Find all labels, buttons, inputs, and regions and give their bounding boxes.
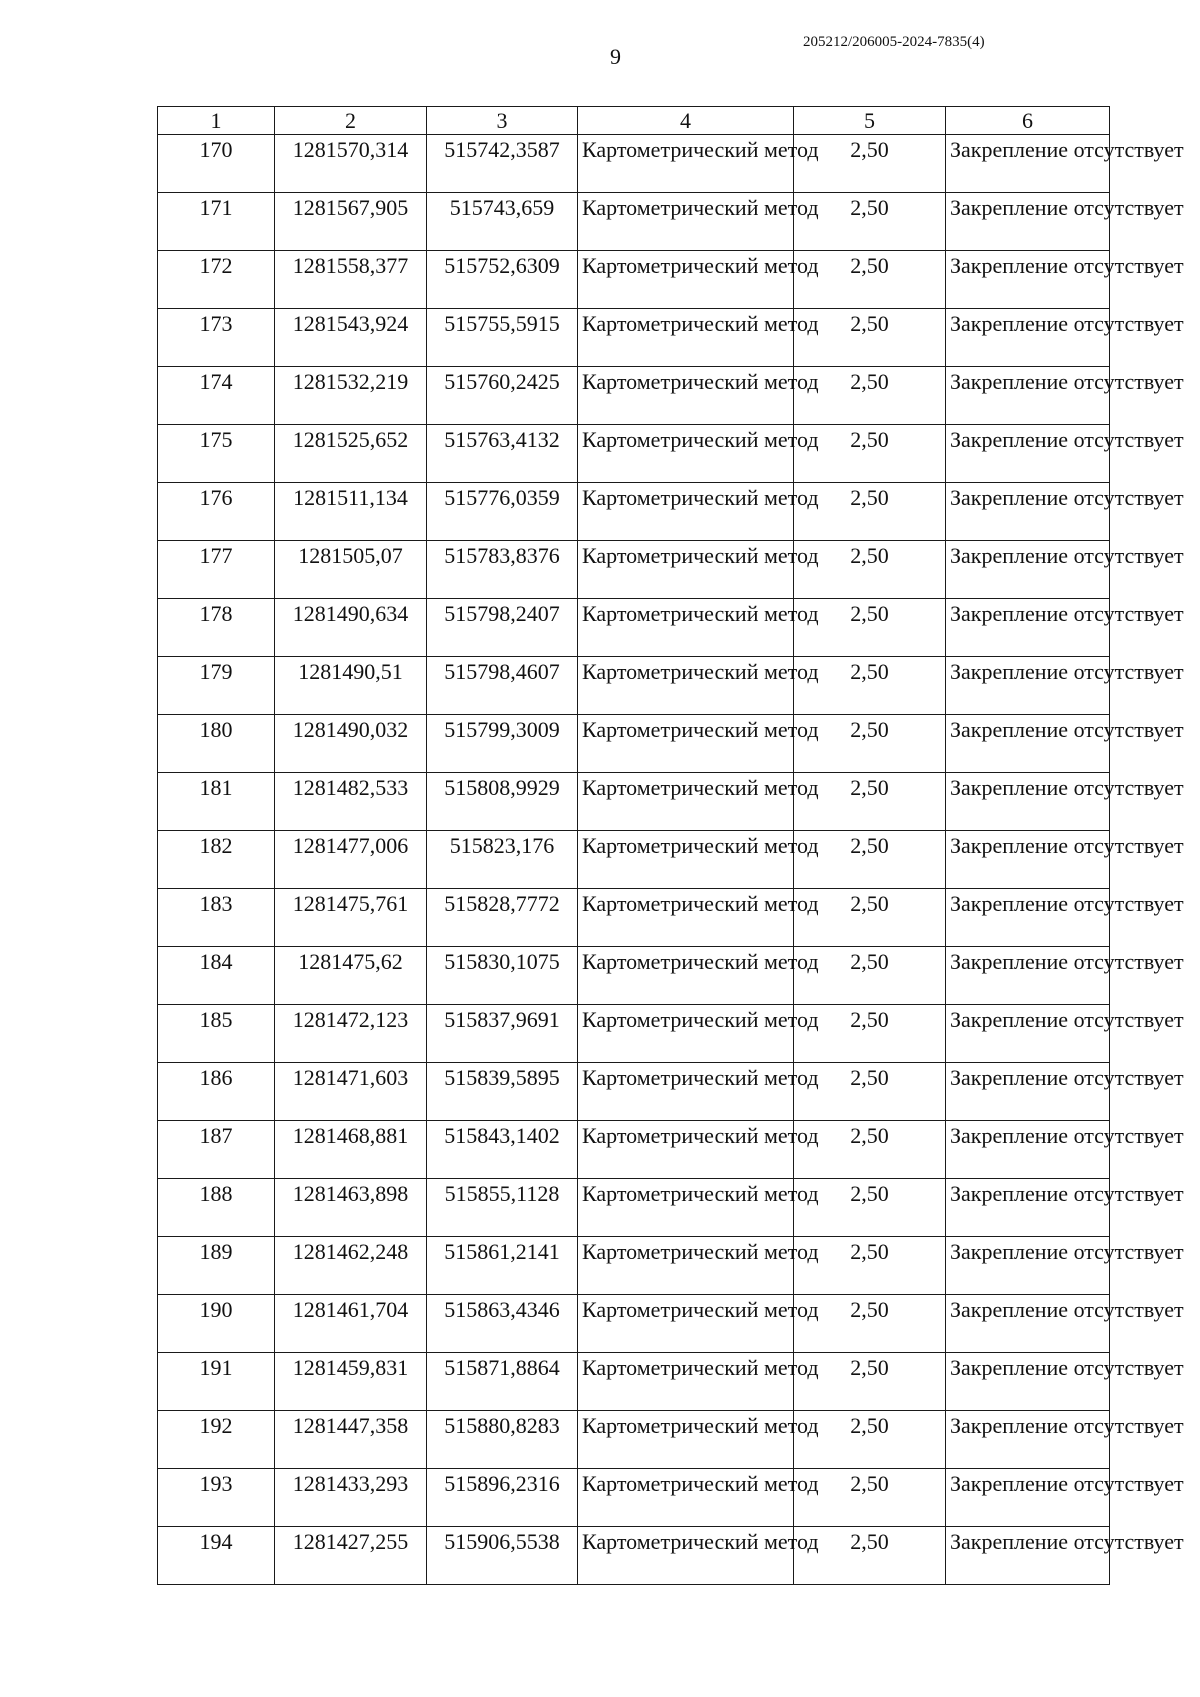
x-coordinate-cell: 1281447,358: [275, 1411, 427, 1469]
method-cell: Картометрический метод: [578, 1121, 794, 1179]
column-header-1: 1: [158, 107, 275, 135]
x-coordinate-cell: 1281505,07: [275, 541, 427, 599]
point-number-cell: 185: [158, 1005, 275, 1063]
table-row: [158, 1005, 1110, 1063]
point-number-cell: 171: [158, 193, 275, 251]
point-number-cell: 192: [158, 1411, 275, 1469]
accuracy-cell: 2,50: [794, 251, 946, 309]
method-cell: Картометрический метод: [578, 135, 794, 193]
y-coordinate-cell: 515763,4132: [427, 425, 578, 483]
column-header-6: 6: [946, 107, 1110, 135]
x-coordinate-cell: 1281525,652: [275, 425, 427, 483]
x-coordinate-cell: 1281490,51: [275, 657, 427, 715]
method-cell: Картометрический метод: [578, 1237, 794, 1295]
fixing-description-cell: Закрепление отсутствует: [946, 1063, 1110, 1121]
table-row: [158, 1295, 1110, 1353]
fixing-description-cell: Закрепление отсутствует: [946, 1469, 1110, 1527]
accuracy-cell: 2,50: [794, 1237, 946, 1295]
method-cell: Картометрический метод: [578, 1295, 794, 1353]
y-coordinate-cell: 515896,2316: [427, 1469, 578, 1527]
accuracy-cell: 2,50: [794, 947, 946, 1005]
y-coordinate-cell: 515855,1128: [427, 1179, 578, 1237]
table-row: [158, 715, 1110, 773]
table-row: [158, 1063, 1110, 1121]
point-number-cell: 186: [158, 1063, 275, 1121]
table-row: [158, 135, 1110, 193]
fixing-description-cell: Закрепление отсутствует: [946, 1411, 1110, 1469]
table-header: [158, 107, 1110, 135]
method-cell: Картометрический метод: [578, 251, 794, 309]
fixing-description-cell: Закрепление отсутствует: [946, 483, 1110, 541]
accuracy-cell: 2,50: [794, 1179, 946, 1237]
x-coordinate-cell: 1281433,293: [275, 1469, 427, 1527]
method-cell: Картометрический метод: [578, 367, 794, 425]
x-coordinate-cell: 1281558,377: [275, 251, 427, 309]
fixing-description-cell: Закрепление отсутствует: [946, 251, 1110, 309]
table-row: [158, 1179, 1110, 1237]
y-coordinate-cell: 515823,176: [427, 831, 578, 889]
y-coordinate-cell: 515798,4607: [427, 657, 578, 715]
page-number: 9: [610, 44, 621, 69]
x-coordinate-cell: 1281427,255: [275, 1527, 427, 1585]
method-cell: Картометрический метод: [578, 1179, 794, 1237]
column-header-5: 5: [794, 107, 946, 135]
point-number-cell: 193: [158, 1469, 275, 1527]
table-row: [158, 425, 1110, 483]
y-coordinate-cell: 515799,3009: [427, 715, 578, 773]
column-header-4: 4: [578, 107, 794, 135]
table-row: [158, 889, 1110, 947]
x-coordinate-cell: 1281490,634: [275, 599, 427, 657]
method-cell: Картометрический метод: [578, 1411, 794, 1469]
x-coordinate-cell: 1281471,603: [275, 1063, 427, 1121]
method-cell: Картометрический метод: [578, 889, 794, 947]
method-cell: Картометрический метод: [578, 425, 794, 483]
accuracy-cell: 2,50: [794, 1469, 946, 1527]
point-number-cell: 190: [158, 1295, 275, 1353]
y-coordinate-cell: 515808,9929: [427, 773, 578, 831]
y-coordinate-cell: 515880,8283: [427, 1411, 578, 1469]
method-cell: Картометрический метод: [578, 657, 794, 715]
fixing-description-cell: Закрепление отсутствует: [946, 193, 1110, 251]
fixing-description-cell: Закрепление отсутствует: [946, 1121, 1110, 1179]
point-number-cell: 191: [158, 1353, 275, 1411]
fixing-description-cell: Закрепление отсутствует: [946, 1237, 1110, 1295]
accuracy-cell: 2,50: [794, 889, 946, 947]
x-coordinate-cell: 1281462,248: [275, 1237, 427, 1295]
x-coordinate-cell: 1281475,62: [275, 947, 427, 1005]
method-cell: Картометрический метод: [578, 599, 794, 657]
fixing-description-cell: Закрепление отсутствует: [946, 599, 1110, 657]
method-cell: Картометрический метод: [578, 831, 794, 889]
table-row: [158, 1237, 1110, 1295]
point-number-cell: 178: [158, 599, 275, 657]
fixing-description-cell: Закрепление отсутствует: [946, 1527, 1110, 1585]
table-row: [158, 251, 1110, 309]
y-coordinate-cell: 515843,1402: [427, 1121, 578, 1179]
x-coordinate-cell: 1281543,924: [275, 309, 427, 367]
table-row: [158, 1121, 1110, 1179]
y-coordinate-cell: 515798,2407: [427, 599, 578, 657]
point-number-cell: 187: [158, 1121, 275, 1179]
point-number-cell: 177: [158, 541, 275, 599]
table-row: [158, 193, 1110, 251]
table-row: [158, 773, 1110, 831]
fixing-description-cell: Закрепление отсутствует: [946, 541, 1110, 599]
point-number-cell: 184: [158, 947, 275, 1005]
point-number-cell: 189: [158, 1237, 275, 1295]
method-cell: Картометрический метод: [578, 715, 794, 773]
accuracy-cell: 2,50: [794, 483, 946, 541]
point-number-cell: 174: [158, 367, 275, 425]
accuracy-cell: 2,50: [794, 1527, 946, 1585]
fixing-description-cell: Закрепление отсутствует: [946, 425, 1110, 483]
accuracy-cell: 2,50: [794, 1353, 946, 1411]
accuracy-cell: 2,50: [794, 193, 946, 251]
method-cell: Картометрический метод: [578, 1353, 794, 1411]
point-number-cell: 180: [158, 715, 275, 773]
x-coordinate-cell: 1281477,006: [275, 831, 427, 889]
fixing-description-cell: Закрепление отсутствует: [946, 1353, 1110, 1411]
y-coordinate-cell: 515755,5915: [427, 309, 578, 367]
table-row: [158, 947, 1110, 1005]
point-number-cell: 183: [158, 889, 275, 947]
point-number-cell: 194: [158, 1527, 275, 1585]
fixing-description-cell: Закрепление отсутствует: [946, 135, 1110, 193]
column-header-3: 3: [427, 107, 578, 135]
coordinates-table: [157, 106, 1184, 1585]
point-number-cell: 182: [158, 831, 275, 889]
accuracy-cell: 2,50: [794, 425, 946, 483]
accuracy-cell: 2,50: [794, 1063, 946, 1121]
fixing-description-cell: Закрепление отсутствует: [946, 715, 1110, 773]
y-coordinate-cell: 515742,3587: [427, 135, 578, 193]
point-number-cell: 188: [158, 1179, 275, 1237]
accuracy-cell: 2,50: [794, 1295, 946, 1353]
table-row: [158, 483, 1110, 541]
x-coordinate-cell: 1281482,533: [275, 773, 427, 831]
table-row: [158, 367, 1110, 425]
method-cell: Картометрический метод: [578, 1469, 794, 1527]
fixing-description-cell: Закрепление отсутствует: [946, 309, 1110, 367]
x-coordinate-cell: 1281567,905: [275, 193, 427, 251]
fixing-description-cell: Закрепление отсутствует: [946, 947, 1110, 1005]
y-coordinate-cell: 515783,8376: [427, 541, 578, 599]
column-header-2: 2: [275, 107, 427, 135]
x-coordinate-cell: 1281461,704: [275, 1295, 427, 1353]
table-row: [158, 1527, 1110, 1585]
fixing-description-cell: Закрепление отсутствует: [946, 1295, 1110, 1353]
accuracy-cell: 2,50: [794, 1005, 946, 1063]
accuracy-cell: 2,50: [794, 773, 946, 831]
accuracy-cell: 2,50: [794, 1121, 946, 1179]
fixing-description-cell: Закрепление отсутствует: [946, 889, 1110, 947]
y-coordinate-cell: 515752,6309: [427, 251, 578, 309]
point-number-cell: 170: [158, 135, 275, 193]
accuracy-cell: 2,50: [794, 599, 946, 657]
x-coordinate-cell: 1281459,831: [275, 1353, 427, 1411]
header-row: [158, 107, 1110, 135]
fixing-description-cell: Закрепление отсутствует: [946, 1005, 1110, 1063]
accuracy-cell: 2,50: [794, 309, 946, 367]
table-row: [158, 599, 1110, 657]
y-coordinate-cell: 515830,1075: [427, 947, 578, 1005]
point-number-cell: 175: [158, 425, 275, 483]
fixing-description-cell: Закрепление отсутствует: [946, 1179, 1110, 1237]
x-coordinate-cell: 1281475,761: [275, 889, 427, 947]
accuracy-cell: 2,50: [794, 1411, 946, 1469]
table-row: [158, 1353, 1110, 1411]
y-coordinate-cell: 515837,9691: [427, 1005, 578, 1063]
document-code: 205212/206005-2024-7835(4): [803, 34, 985, 50]
accuracy-cell: 2,50: [794, 715, 946, 773]
table-row: [158, 309, 1110, 367]
method-cell: Картометрический метод: [578, 1005, 794, 1063]
method-cell: Картометрический метод: [578, 1063, 794, 1121]
accuracy-cell: 2,50: [794, 657, 946, 715]
table-row: [158, 831, 1110, 889]
x-coordinate-cell: 1281490,032: [275, 715, 427, 773]
method-cell: Картометрический метод: [578, 193, 794, 251]
table-body: [158, 135, 1184, 1585]
fixing-description-cell: Закрепление отсутствует: [946, 831, 1110, 889]
y-coordinate-cell: 515828,7772: [427, 889, 578, 947]
x-coordinate-cell: 1281463,898: [275, 1179, 427, 1237]
point-number-cell: 176: [158, 483, 275, 541]
y-coordinate-cell: 515776,0359: [427, 483, 578, 541]
fixing-description-cell: Закрепление отсутствует: [946, 773, 1110, 831]
y-coordinate-cell: 515871,8864: [427, 1353, 578, 1411]
y-coordinate-cell: 515839,5895: [427, 1063, 578, 1121]
point-number-cell: 172: [158, 251, 275, 309]
method-cell: Картометрический метод: [578, 483, 794, 541]
method-cell: Картометрический метод: [578, 773, 794, 831]
y-coordinate-cell: 515863,4346: [427, 1295, 578, 1353]
fixing-description-cell: Закрепление отсутствует: [946, 657, 1110, 715]
x-coordinate-cell: 1281511,134: [275, 483, 427, 541]
y-coordinate-cell: 515861,2141: [427, 1237, 578, 1295]
x-coordinate-cell: 1281472,123: [275, 1005, 427, 1063]
fixing-description-cell: Закрепление отсутствует: [946, 367, 1110, 425]
method-cell: Картометрический метод: [578, 541, 794, 599]
x-coordinate-cell: 1281468,881: [275, 1121, 427, 1179]
accuracy-cell: 2,50: [794, 831, 946, 889]
accuracy-cell: 2,50: [794, 135, 946, 193]
accuracy-cell: 2,50: [794, 541, 946, 599]
y-coordinate-cell: 515743,659: [427, 193, 578, 251]
accuracy-cell: 2,50: [794, 367, 946, 425]
method-cell: Картометрический метод: [578, 947, 794, 1005]
method-cell: Картометрический метод: [578, 1527, 794, 1585]
table-row: [158, 1469, 1110, 1527]
point-number-cell: 173: [158, 309, 275, 367]
point-number-cell: 181: [158, 773, 275, 831]
point-number-cell: 179: [158, 657, 275, 715]
x-coordinate-cell: 1281570,314: [275, 135, 427, 193]
table-row: [158, 1411, 1110, 1469]
y-coordinate-cell: 515760,2425: [427, 367, 578, 425]
table-row: [158, 657, 1110, 715]
table-row: [158, 541, 1110, 599]
x-coordinate-cell: 1281532,219: [275, 367, 427, 425]
y-coordinate-cell: 515906,5538: [427, 1527, 578, 1585]
method-cell: Картометрический метод: [578, 309, 794, 367]
